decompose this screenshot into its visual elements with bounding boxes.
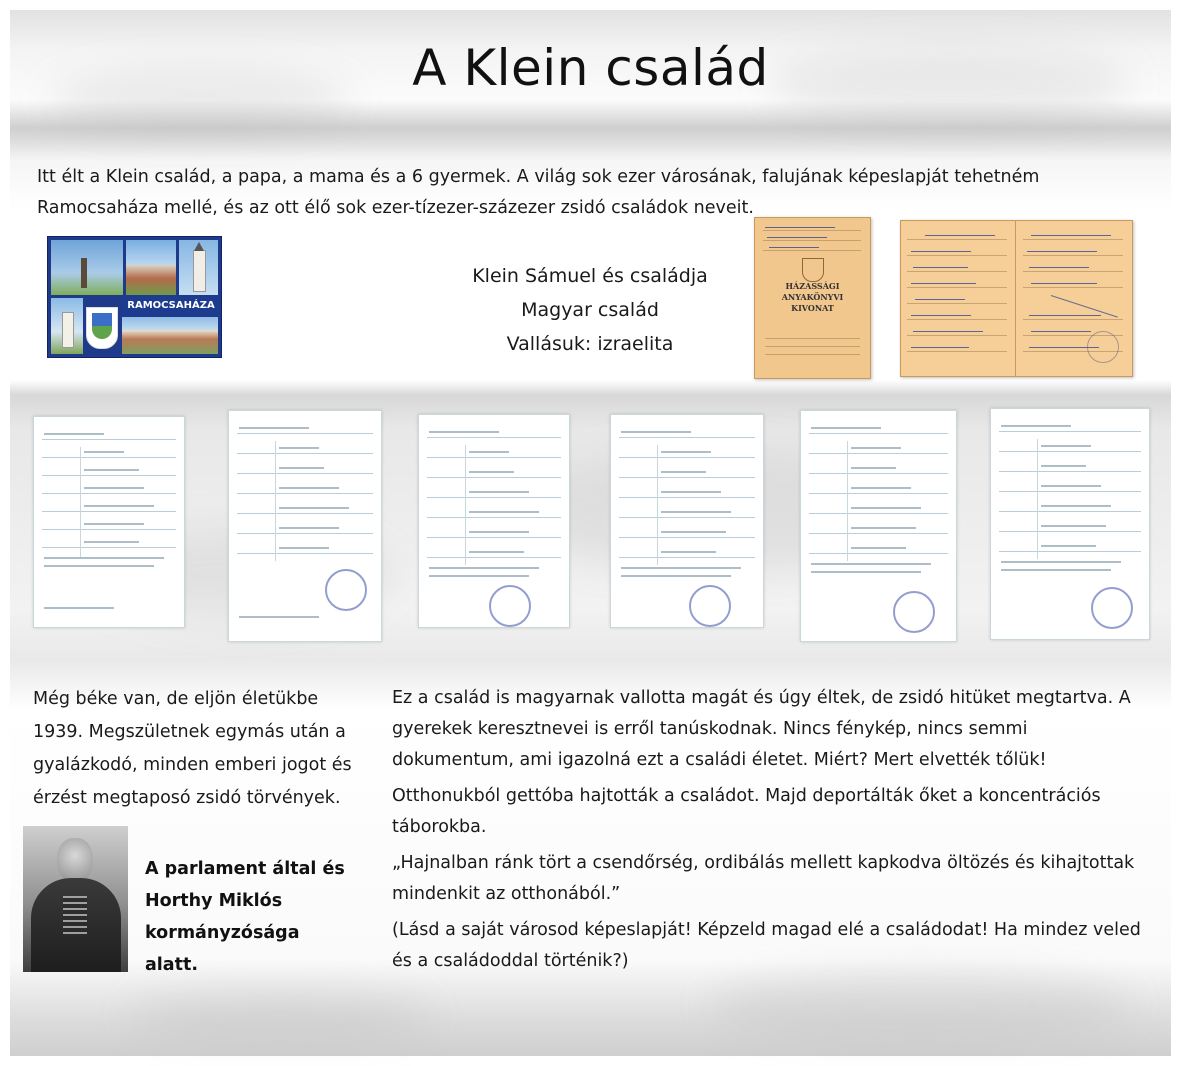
birth-certificate-3 bbox=[418, 414, 570, 628]
postcard-photo-house bbox=[126, 240, 176, 295]
birth-certificate-6 bbox=[990, 408, 1150, 640]
certificate-title: HÁZASSÁGI ANYAKÖNYVI KIVONAT bbox=[781, 281, 844, 313]
marriage-certificate-inner bbox=[900, 220, 1133, 377]
postcard-label: RAMOCSAHÁZA bbox=[122, 297, 220, 315]
family-name: Klein Sámuel és családja bbox=[472, 265, 708, 287]
horthy-portrait-photo bbox=[23, 826, 128, 972]
postcard-photo-church bbox=[179, 240, 218, 295]
postcard-photo-chapel bbox=[51, 298, 83, 354]
birth-certificates-row bbox=[0, 408, 1181, 648]
paragraph-deportation: Otthonukból gettóba hajtották a családot. Majd deportálták őket a koncentrációs táborokba. bbox=[392, 786, 1101, 837]
office-stamp bbox=[689, 585, 731, 627]
office-stamp bbox=[893, 591, 935, 633]
family-religion: Vallásuk: izraelita bbox=[506, 333, 674, 355]
certificate-stamp bbox=[1087, 331, 1119, 363]
marriage-certificate-cover bbox=[754, 217, 871, 379]
right-column-text bbox=[392, 683, 1152, 982]
postcard-photo-sky bbox=[51, 240, 123, 295]
birth-certificate-2 bbox=[228, 410, 382, 642]
office-stamp bbox=[1091, 587, 1133, 629]
family-nationality: Magyar család bbox=[521, 299, 659, 321]
coat-of-arms-icon bbox=[802, 258, 824, 282]
paragraph-quote: „Hajnalban ránk tört a csendőrség, ordibálás mellett kapkodva öltözés és kihajtottak mindenkit az otthonából.” bbox=[392, 853, 1135, 904]
birth-certificate-1 bbox=[33, 416, 185, 628]
postcard-coat-of-arms bbox=[86, 307, 118, 349]
portrait-caption: A parlament által és Horthy Miklós kormányzósága alatt. bbox=[145, 859, 345, 975]
star-of-david-stamp bbox=[325, 569, 367, 611]
left-column-text: Még béke van, de eljön életükbe 1939. Megszületnek egymás után a gyalázkodó, minden emberi jogot és érzést megtaposó zsidó törvények. bbox=[33, 689, 352, 808]
page-title: A Klein család bbox=[412, 39, 769, 97]
ramocsahaza-postcard bbox=[47, 236, 222, 358]
paragraph-family-identity: Ez a család is magyarnak vallotta magát és úgy éltek, de zsidó hitüket megtartva. A gyerekek keresztnevei is erről tanúskodnak. Nincs fénykép, nincs semmi dokumentum, ami igazolná ezt a családi életet. Miért? Mert elvették tőlük! bbox=[392, 688, 1131, 770]
birth-certificate-4 bbox=[610, 414, 764, 628]
birth-certificate-5 bbox=[800, 410, 957, 642]
intro-text: Itt élt a Klein család, a papa, a mama és a 6 gyermek. A világ sok ezer városának, falujának képeslapját tehetném Ramocsaháza mellé, és az ott élő sok ezer-tízezer-százezer zsidó családok neveit. bbox=[37, 167, 1040, 218]
family-info bbox=[440, 259, 740, 361]
office-stamp bbox=[489, 585, 531, 627]
paragraph-reflection: (Lásd a saját városod képeslapját! Képzeld magad elé a családodat! Ha mindez veled és a családoddal történik?) bbox=[392, 920, 1141, 971]
postcard-photo-street bbox=[122, 317, 218, 354]
